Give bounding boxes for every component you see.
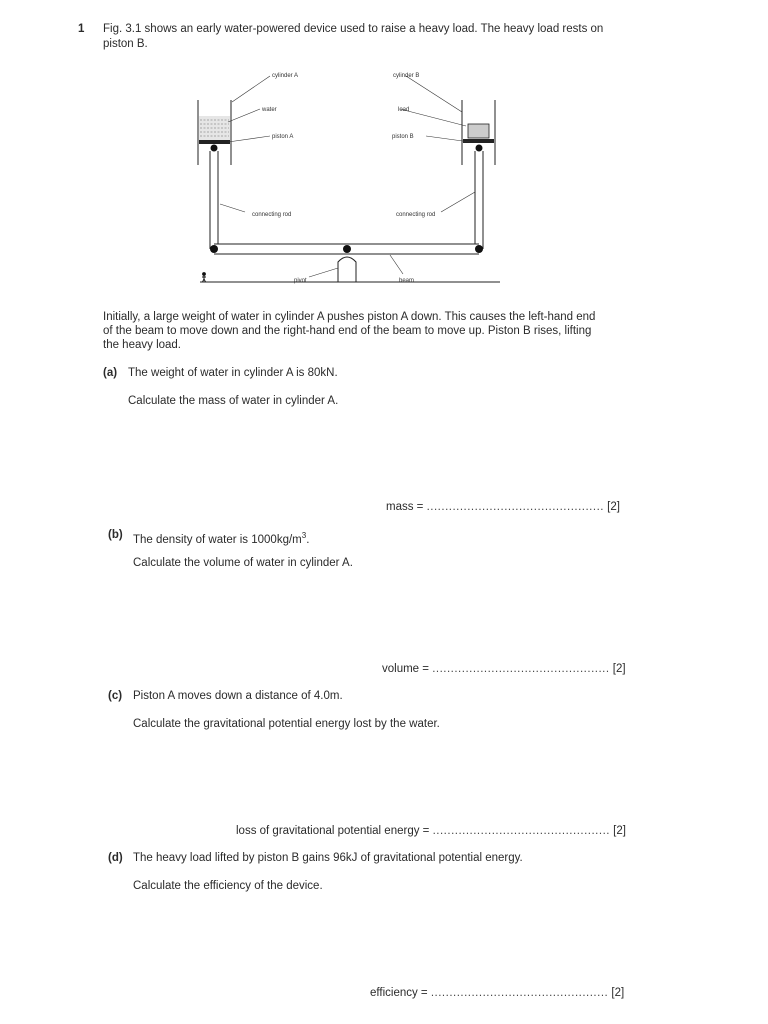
label-piston-b: piston B	[392, 134, 414, 140]
part-c-answer-label: loss of gravitational potential energy =	[236, 825, 430, 837]
joint-beam-left	[210, 245, 218, 253]
label-cylinder-b: cylinder B	[393, 73, 420, 79]
question-number: 1	[78, 23, 85, 35]
part-a-marks: [2]	[607, 501, 620, 513]
label-load: load	[398, 107, 410, 113]
part-c-marks: [2]	[613, 825, 626, 837]
part-b-line1: The density of water is $1000kg/m^3$.	[133, 531, 310, 546]
label-water: water	[262, 107, 277, 113]
part-c-answer-dots[interactable]: ................................................	[432, 825, 610, 837]
description-line3: the heavy load.	[103, 339, 182, 351]
description-line1: Initially, a large weight of water in cylinder A pushes piston A down. This causes the left-hand end	[103, 311, 596, 323]
part-a-line1: The weight of water in cylinder A is 80kN.	[128, 367, 338, 379]
part-d-marks: [2]	[611, 987, 625, 999]
joint-pivot	[343, 245, 351, 253]
label-cylinder-a: cylinder A	[272, 73, 299, 79]
part-d-answer-dots[interactable]: ................................................	[430, 987, 609, 999]
question-intro-line2: piston B.	[103, 38, 148, 50]
part-c-line1: Piston A moves down a distance of 4.0m.	[133, 690, 343, 702]
part-b-answer-label: volume =	[382, 663, 429, 675]
part-d-answer-line[interactable]	[370, 986, 624, 1001]
part-d-line1: The heavy load lifted by piston B gains 96kJ of gravitational potential energy.	[133, 852, 523, 864]
part-a-line2: Calculate the mass of water in cylinder A.	[128, 395, 339, 407]
pivot-stand	[338, 257, 356, 282]
part-b-answer-line[interactable]	[382, 662, 626, 677]
part-d-answer-label: efficiency =	[370, 987, 428, 999]
label-piston-a: piston A	[272, 134, 294, 140]
heavy-load	[468, 124, 489, 138]
part-b-label: (b)	[108, 529, 123, 541]
part-d-line2: Calculate the efficiency of the device.	[133, 880, 323, 892]
piston-b	[463, 139, 494, 143]
part-b-marks: [2]	[612, 663, 626, 675]
label-pivot: pivot	[294, 278, 307, 284]
label-beam: beam	[399, 278, 415, 284]
part-b-answer-dots[interactable]: ................................................	[432, 663, 610, 675]
part-b-superscript: 3	[301, 531, 307, 540]
joint-piston-b	[476, 145, 483, 152]
figure-water-device-diagram	[190, 62, 520, 302]
joint-beam-right	[475, 245, 483, 253]
part-c-line2: Calculate the gravitational potential energy lost by the water.	[133, 718, 440, 730]
part-b-line2: Calculate the volume of water in cylinder A.	[133, 557, 353, 569]
part-c-answer-line[interactable]	[236, 824, 626, 839]
part-a-answer-dots[interactable]: ................................................	[426, 501, 604, 513]
person-scale-icon	[202, 273, 206, 282]
label-rod-right: connecting rod	[396, 212, 436, 218]
part-a-answer-label: mass =	[386, 501, 424, 513]
part-c-label: (c)	[108, 690, 123, 702]
part-a-answer-line[interactable]	[386, 500, 620, 515]
joint-piston-a	[211, 145, 218, 152]
part-a-label: (a)	[103, 367, 118, 379]
question-intro-line1: Fig. 3.1 shows an early water-powered device used to raise a heavy load. The heavy load rests on	[103, 23, 604, 35]
piston-a	[199, 140, 230, 144]
description-line2: of the beam to move down and the right-hand end of the beam to move up. Piston B rises, lifting	[103, 325, 592, 337]
label-rod-left: connecting rod	[252, 212, 292, 218]
part-d-label: (d)	[108, 852, 123, 864]
